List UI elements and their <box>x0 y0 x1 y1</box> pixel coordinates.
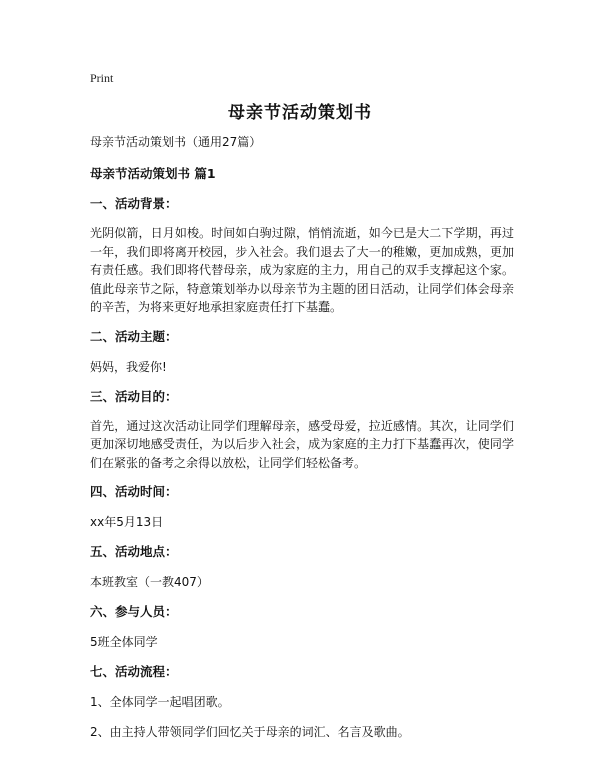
section-heading-process: 七、活动流程： <box>90 664 178 679</box>
section-heading-time: 四、活动时间： <box>90 484 178 499</box>
document-subtitle: 母亲节活动策划书（通用27篇） <box>90 135 262 149</box>
section-text-time: xx年5月13日 <box>90 515 164 529</box>
article-title: 母亲节活动策划书 篇1 <box>90 166 216 181</box>
section-text-background: 光阴似箭，日月如梭。时间如白驹过隙，悄悄流逝，如今已是大二下学期，再过一年，我们即将离开校园，步入社会。我们退去了大一的稚嫩，更加成熟，更加有责任感。我们即将代替母亲，成为家庭的主力，用自己的双手支撑起这个家。值此母亲节之际，特意策划举办以母亲节为主题的团日活动，让同学们体会母亲的辛苦，为将来更好地承担家庭责任打下基蠢。 <box>90 226 514 314</box>
section-text-purpose: 首先，通过这次活动让同学们理解母亲，感受母爱，拉近感情。其次，让同学们更加深切地感受责任，为以后步入社会，成为家庭的主力打下基蠢再次，使同学们在紧张的备考之余得以放松，让同学们轻松备考。 <box>90 418 514 470</box>
section-heading-purpose: 三、活动目的： <box>90 388 178 404</box>
section-heading-theme: 二、活动主题： <box>90 328 178 344</box>
document-body <box>90 132 514 752</box>
process-item-1: 1、全体同学一起唱团歌。 <box>90 695 230 709</box>
print-label[interactable]: Print <box>90 71 114 85</box>
section-text-participants: 5班全体同学 <box>90 635 158 649</box>
document-title: 母亲节活动策划书 <box>228 103 372 123</box>
section-text-location: 本班教室（一教407） <box>90 575 209 589</box>
section-heading-participants: 六、参与人员： <box>90 604 178 619</box>
process-item-2: 2、由主持人带领同学们回忆关于母亲的词汇、名言及歌曲。 <box>90 725 410 739</box>
section-heading-location: 五、活动地点： <box>90 544 178 559</box>
section-text-theme: 妈妈，我爱你! <box>90 359 167 374</box>
section-heading-background: 一、活动背景： <box>90 196 178 211</box>
